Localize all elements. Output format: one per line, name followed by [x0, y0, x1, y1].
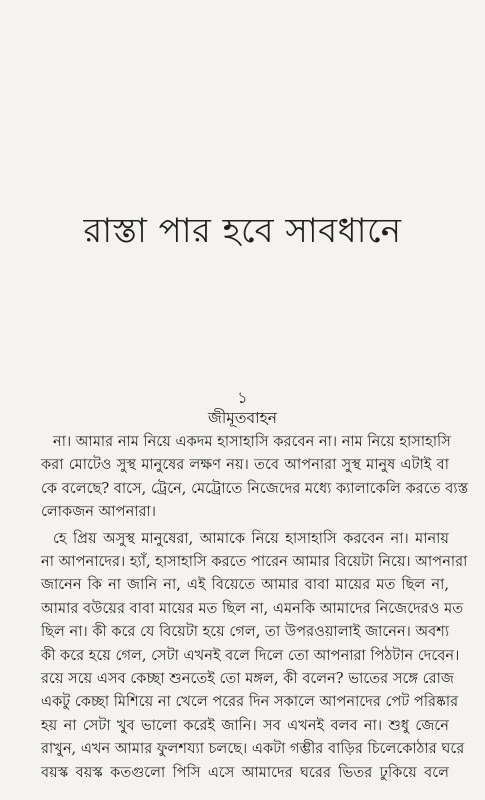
text-line: না। আমার নাম নিয়ে একদম হাসাহাসি করবেন না। নাম নিয়ে হাসাহাসি — [53, 433, 451, 450]
text-line: হে প্রিয় অসুস্থ মানুষেরা, আমাকে নিয়ে হাসাহাসি করবেন না। মানায় — [53, 529, 449, 547]
text-line: আমার বউয়ের বাবা মায়ের মত ছিল না, এমনকি আমাদের নিজেদেরও মত — [41, 599, 464, 617]
text-line: রয়ে সয়ে এসব কেচ্ছা শুনতেই তো মঙ্গল, কী বলেন? ভাতের সঙ্গে রোজ — [41, 670, 454, 688]
text-line: কে বলেছে? বাসে, ট্রেনে, মেট্রোতে নিজেদের মধ্যে ক্যালাকেলি করতে ব্যস্ত — [41, 479, 469, 497]
body-text — [41, 430, 469, 787]
text-line: লোকজন আপনারা। — [41, 503, 156, 521]
text-line: কী করে হয়ে গেল, সেটা এখনই বলে দিলে তো আপনারা পিঠটান দেবেন। — [41, 646, 460, 664]
chapter-title: রাস্তা পার হবে সাবধানে — [83, 211, 402, 251]
paragraph — [41, 527, 468, 784]
section-number: ১ — [237, 388, 248, 407]
text-line: না আপনাদের। হ্যাঁ, হাসাহাসি করতে পারেন আমার বিয়েটা নিয়ে। আপনারা — [41, 553, 468, 571]
text-line: হয় না সেটা খুব ভালো করেই জানি। সব এখনই বলব না। শুধু জেনে — [41, 716, 449, 734]
text-line: একটু কেচ্ছা মিশিয়ে না খেলে পরের দিন সকালে আপনাদের পেট পরিষ্কার — [41, 693, 459, 711]
text-line: করা মোটেও সুস্থ মানুষের লক্ষণ নয়। তবে আপনারা সুস্থ মানুষ এটাই বা — [41, 456, 449, 474]
author-name: জীমূতবাহন — [207, 409, 278, 427]
text-line: বয়স্ক বয়স্ক কতগুলো পিসি এসে আমাদের ঘরের ভিতর ঢুকিয়ে বলে — [41, 763, 449, 781]
text-line: রাখুন, এখন আমার ফুলশয্যা চলছে। একটা গম্ভীর বাড়ির চিলেকোঠার ঘরে — [41, 740, 465, 758]
text-line: জানেন কি না জানি না, এই বিয়েতে আমার বাবা মায়ের মত ছিল না, — [41, 576, 449, 594]
text-line: ছিল না। কী করে যে বিয়েটা হয়ে গেল, তা উপরওয়ালাই জানেন। অবশ্য — [41, 623, 450, 641]
paragraph — [41, 430, 469, 524]
